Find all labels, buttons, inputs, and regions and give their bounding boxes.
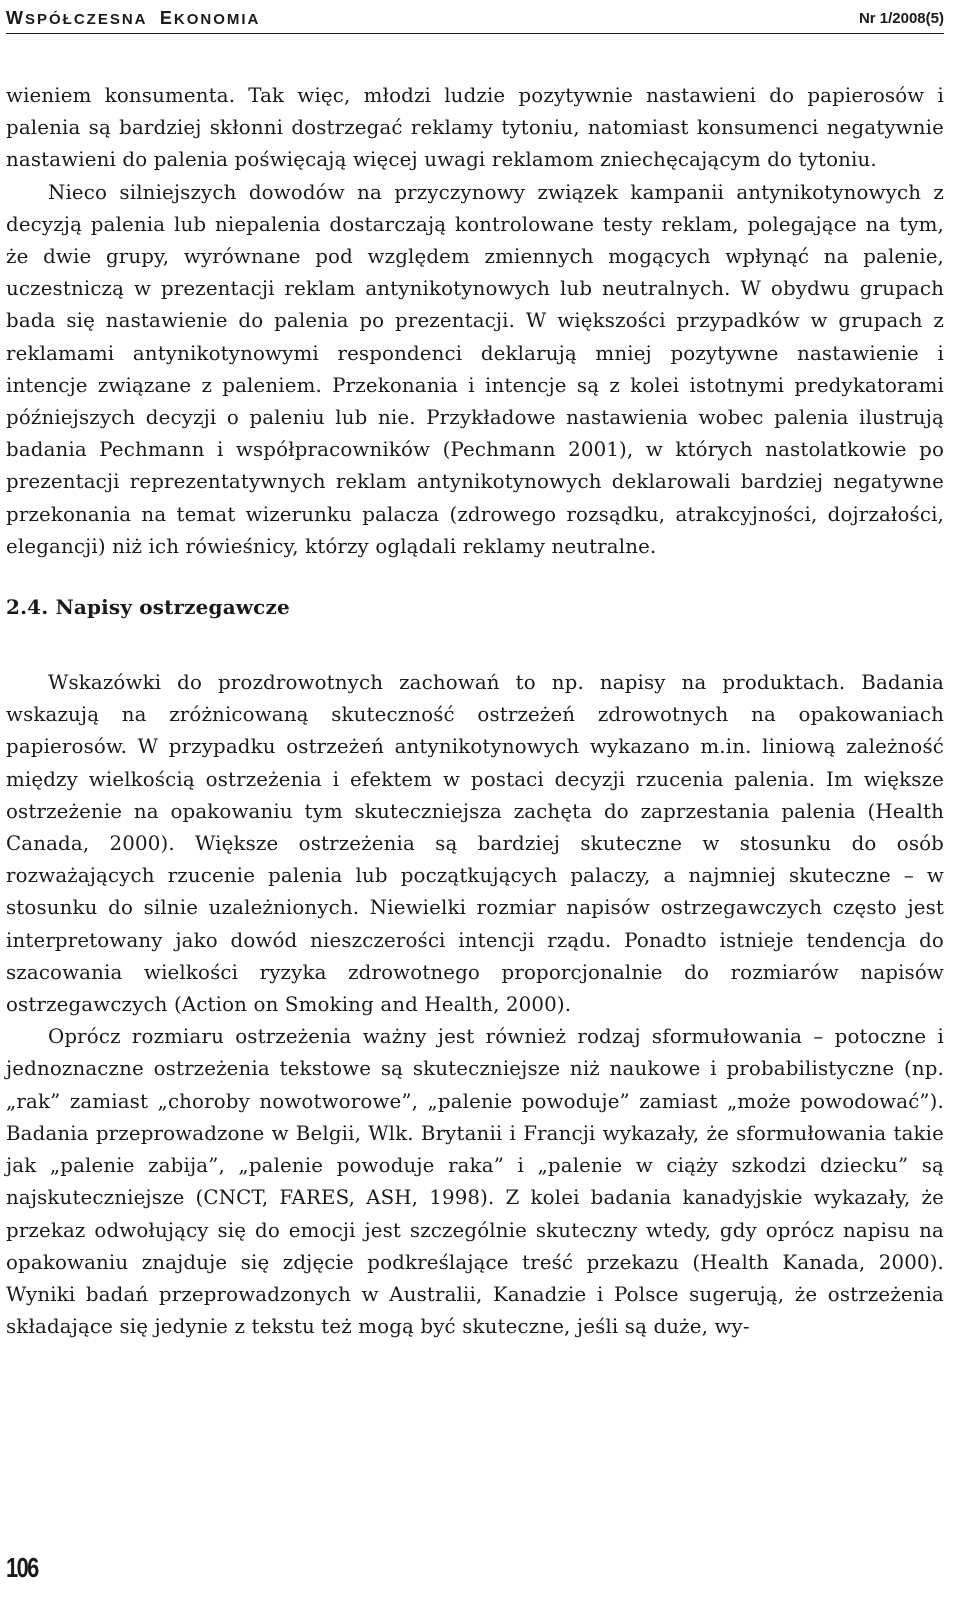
journal-title-initial-2: E [159,8,174,28]
journal-title-word-2: KONOMIA [173,11,261,28]
section-heading [6,591,944,623]
journal-title-initial-1: W [6,8,25,28]
header-divider [6,33,944,34]
running-header [6,4,944,30]
journal-title-word-1: SPÓŁCZESNA [25,11,148,28]
article-body [6,80,944,1343]
section-number: 2.4. [6,595,49,620]
journal-title [6,8,260,29]
body-paragraph: Oprócz rozmiaru ostrzeżenia ważny jest również rodzaj sformułowania – potoczne i jednoznaczne ostrzeżenia tekstowe są skuteczniejsze niż naukowe i probabilistyczne (np. „rak” zamiast „choroby nowotworowe”, „palenie powoduje” zamiast „może powodować”). Badania przeprowadzone w Belgii, Wlk. Brytanii i Francji wykazały, że sformułowania takie jak „palenie zabija”, „palenie powoduje raka” i „palenie w ciąży szkodzi dziecku” są najskuteczniejsze (CNCT, FARES, ASH, 1998). Z kolei badania kanadyjskie wykazały, że przekaz odwołujący się do emocji jest szczególnie skuteczny wtedy, gdy oprócz napisu na opakowaniu znajduje się zdjęcie podkreślające treść przekazu (Health Kanada, 2000). Wyniki badań przeprowadzonych w Australii, Kanadzie i Polsce sugerują, że ostrzeżenia składające się jedynie z tekstu też mogą być skuteczne, jeśli są duże, wy- [6,1025,944,1339]
section-title: Napisy ostrzegawcze [55,595,290,620]
body-paragraph: Wskazówki do prozdrowotnych zachowań to np. napisy na produktach. Badania wskazują na zróżnicowaną skuteczność ostrzeżeń zdrowotnych na opakowaniach papierosów. W przypadku ostrzeżeń antynikotynowych wykazano m.in. liniową zależność między wielkością ostrzeżenia i efektem w postaci decyzji rzucenia palenia. Im większe ostrzeżenie na opakowaniu tym skuteczniejsza zachęta do zaprzestania palenia (Health Canada, 2000). Większe ostrzeżenia są bardziej skuteczne w stosunku do osób rozważających rzucenie palenia lub początkujących palaczy, a najmniej skuteczne – w stosunku do silnie uzależnionych. Niewielki rozmiar napisów ostrzegawczych często jest interpretowany jako dowód nieszczerości intencji rządu. Ponadto istnieje tendencja do szacowania wielkości ryzyka zdrowotnego proporcjonalnie do rozmiarów napisów ostrzegawczych (Action on Smoking and Health, 2000). [6,671,944,1017]
issue-number: Nr 1/2008(5) [858,10,944,27]
page-number: 106 [6,1552,38,1583]
body-paragraph: Nieco silniejszych dowodów na przyczynowy związek kampanii antynikotynowych z decyzją palenia lub niepalenia dostarczają kontrolowane testy reklam, polegające na tym, że dwie grupy, wyrównane pod względem zmiennych mogących wpłynąć na palenie, uczestniczą w prezentacji reklam antynikotynowych lub neutralnych. W obydwu grupach bada się nastawienie do palenia po prezentacji. W większości przypadków w grupach z reklamami antynikotynowymi respondenci deklarują mniej pozytywne nastawienie i intencje związane z paleniem. Przekonania i intencje są z kolei istotnymi predykatorami późniejszych decyzji o paleniu lub nie. Przykładowe nastawienia wobec palenia ilustrują badania Pechmann i współpracowników (Pechmann 2001), w których nastolatkowie po prezentacji reprezentatywnych reklam antynikotynowych deklarowali bardziej negatywne przekonania na temat wizerunku palacza (zdrowego rozsądku, atrakcyjności, dojrzałości, elegancji) niż ich rówieśnicy, którzy oglądali reklamy neutralne. [6,180,944,558]
body-paragraph: wieniem konsumenta. Tak więc, młodzi ludzie pozytywnie nastawieni do papierosów i palenia są bardziej skłonni dostrzegać reklamy tytoniu, natomiast konsumenci negatywnie nastawieni do palenia poświęcają więcej uwagi reklamom zniechęcającym do tytoniu. [6,84,944,172]
